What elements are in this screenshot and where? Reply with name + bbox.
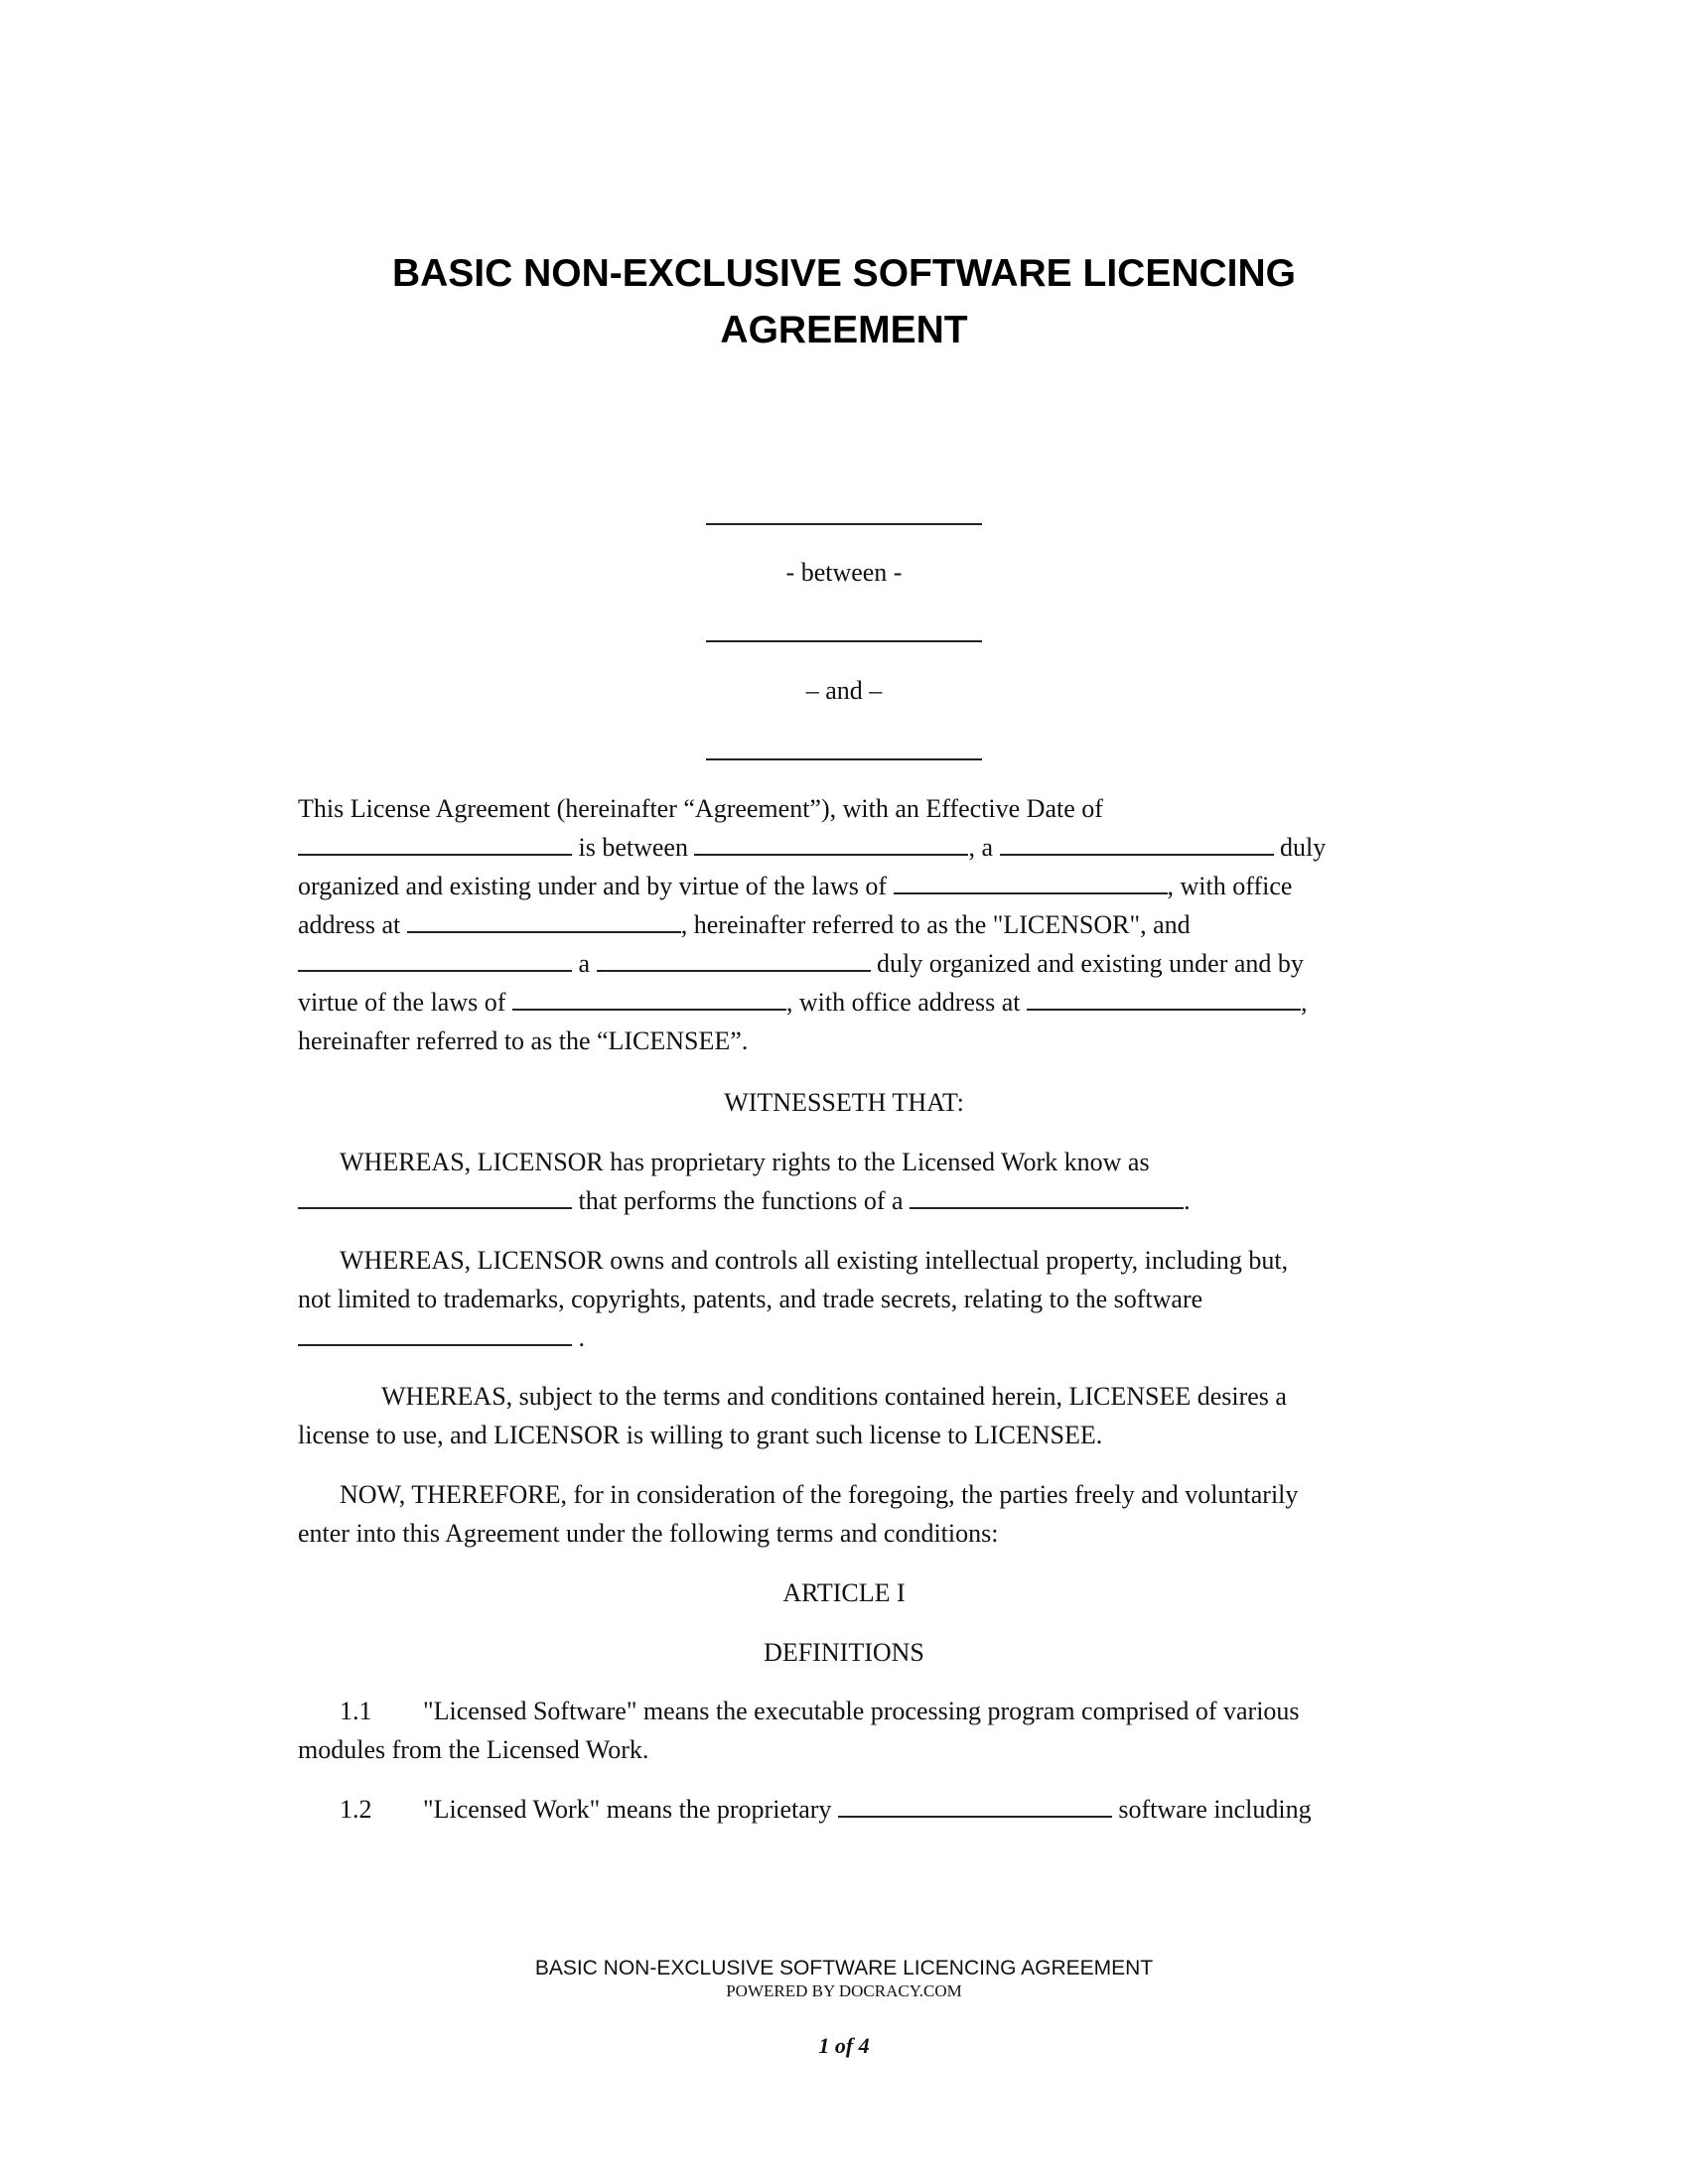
document-title-line-1: BASIC NON-EXCLUSIVE SOFTWARE LICENCING (391, 252, 1297, 295)
whereas-2-line: . (298, 1318, 1390, 1357)
footer-powered-by: POWERED BY DOCRACY.COM (726, 1981, 962, 2000)
licensor-address-blank[interactable] (407, 909, 681, 933)
intro-line: organized and existing under and by virtue of the laws of , with office (298, 872, 1293, 900)
effective-date-blank[interactable] (298, 832, 572, 856)
intro-line: a duly organized and existing under and by (298, 944, 1390, 983)
licensee-name-blank[interactable] (298, 948, 572, 972)
document-title-line-2: AGREEMENT (720, 309, 968, 351)
definitions-heading: DEFINITIONS (764, 1638, 924, 1667)
software-name-blank[interactable] (298, 1322, 572, 1346)
now-therefore-paragraph (298, 1475, 1390, 1553)
whereas-3-line: WHEREAS, subject to the terms and conditions contained herein, LICENSEE desires a (381, 1382, 1287, 1411)
party-2-blank[interactable] (706, 640, 982, 642)
witnesseth-heading: WITNESSETH THAT: (724, 1088, 964, 1117)
intro-line: is between , a duly (298, 828, 1390, 867)
article-heading: ARTICLE I (782, 1578, 906, 1607)
licensor-entity-type-blank[interactable] (1000, 832, 1274, 856)
whereas-2-line: not limited to trademarks, copyrights, patents, and trade secrets, relating to the software (298, 1285, 1203, 1313)
licensee-jurisdiction-blank[interactable] (512, 987, 786, 1011)
intro-line: address at , hereinafter referred to as the "LICENSOR", and (298, 910, 1191, 939)
licensee-address-blank[interactable] (1027, 987, 1301, 1011)
licensor-jurisdiction-blank[interactable] (894, 871, 1168, 894)
page-number: 1 of 4 (818, 2033, 870, 2058)
party-1-blank[interactable] (706, 523, 982, 525)
definition-1-1-line: 1.1 "Licensed Software" means the executable processing program comprised of various (298, 1692, 1390, 1730)
intro-paragraph (298, 789, 1390, 1060)
now-therefore-line: NOW, THEREFORE, for in consideration of the foregoing, the parties freely and voluntarily (340, 1480, 1299, 1509)
whereas-2-line: WHEREAS, LICENSOR owns and controls all existing intellectual property, including but, (340, 1246, 1289, 1275)
definition-1-1 (298, 1692, 1390, 1769)
now-therefore-line: enter into this Agreement under the following terms and conditions: (298, 1519, 999, 1548)
whereas-paragraph-2 (298, 1241, 1390, 1357)
proprietary-software-blank[interactable] (838, 1794, 1112, 1818)
intro-line: This License Agreement (hereinafter “Agreement”), with an Effective Date of (298, 794, 1103, 823)
licensed-work-name-blank[interactable] (298, 1185, 572, 1209)
whereas-3-line: license to use, and LICENSOR is willing to grant such license to LICENSEE. (298, 1421, 1103, 1449)
document-title (298, 245, 1390, 358)
licensor-name-blank[interactable] (694, 832, 968, 856)
intro-line: virtue of the laws of , with office address at , (298, 988, 1308, 1017)
licensed-work-function-blank[interactable] (910, 1185, 1184, 1209)
whereas-1-line: that performs the functions of a . (298, 1181, 1390, 1220)
between-label: - between - (785, 558, 903, 587)
intro-line: hereinafter referred to as the “LICENSEE”. (298, 1026, 749, 1055)
whereas-paragraph-3 (298, 1377, 1390, 1454)
whereas-paragraph-1 (298, 1143, 1390, 1220)
licensee-entity-type-blank[interactable] (597, 948, 871, 972)
definition-1-2 (298, 1790, 1390, 1829)
definition-number: 1.1 (340, 1697, 372, 1725)
footer-title: BASIC NON-EXCLUSIVE SOFTWARE LICENCING AGREEMENT (534, 1957, 1154, 1979)
definition-1-2-line: 1.2 "Licensed Work" means the proprietary software including (298, 1790, 1390, 1829)
and-label: – and – (805, 676, 883, 705)
definition-1-1-line: modules from the Licensed Work. (298, 1735, 649, 1764)
party-3-blank[interactable] (706, 758, 982, 760)
whereas-1-line: WHEREAS, LICENSOR has proprietary rights to the Licensed Work know as (340, 1148, 1150, 1176)
definition-number: 1.2 (340, 1795, 372, 1824)
